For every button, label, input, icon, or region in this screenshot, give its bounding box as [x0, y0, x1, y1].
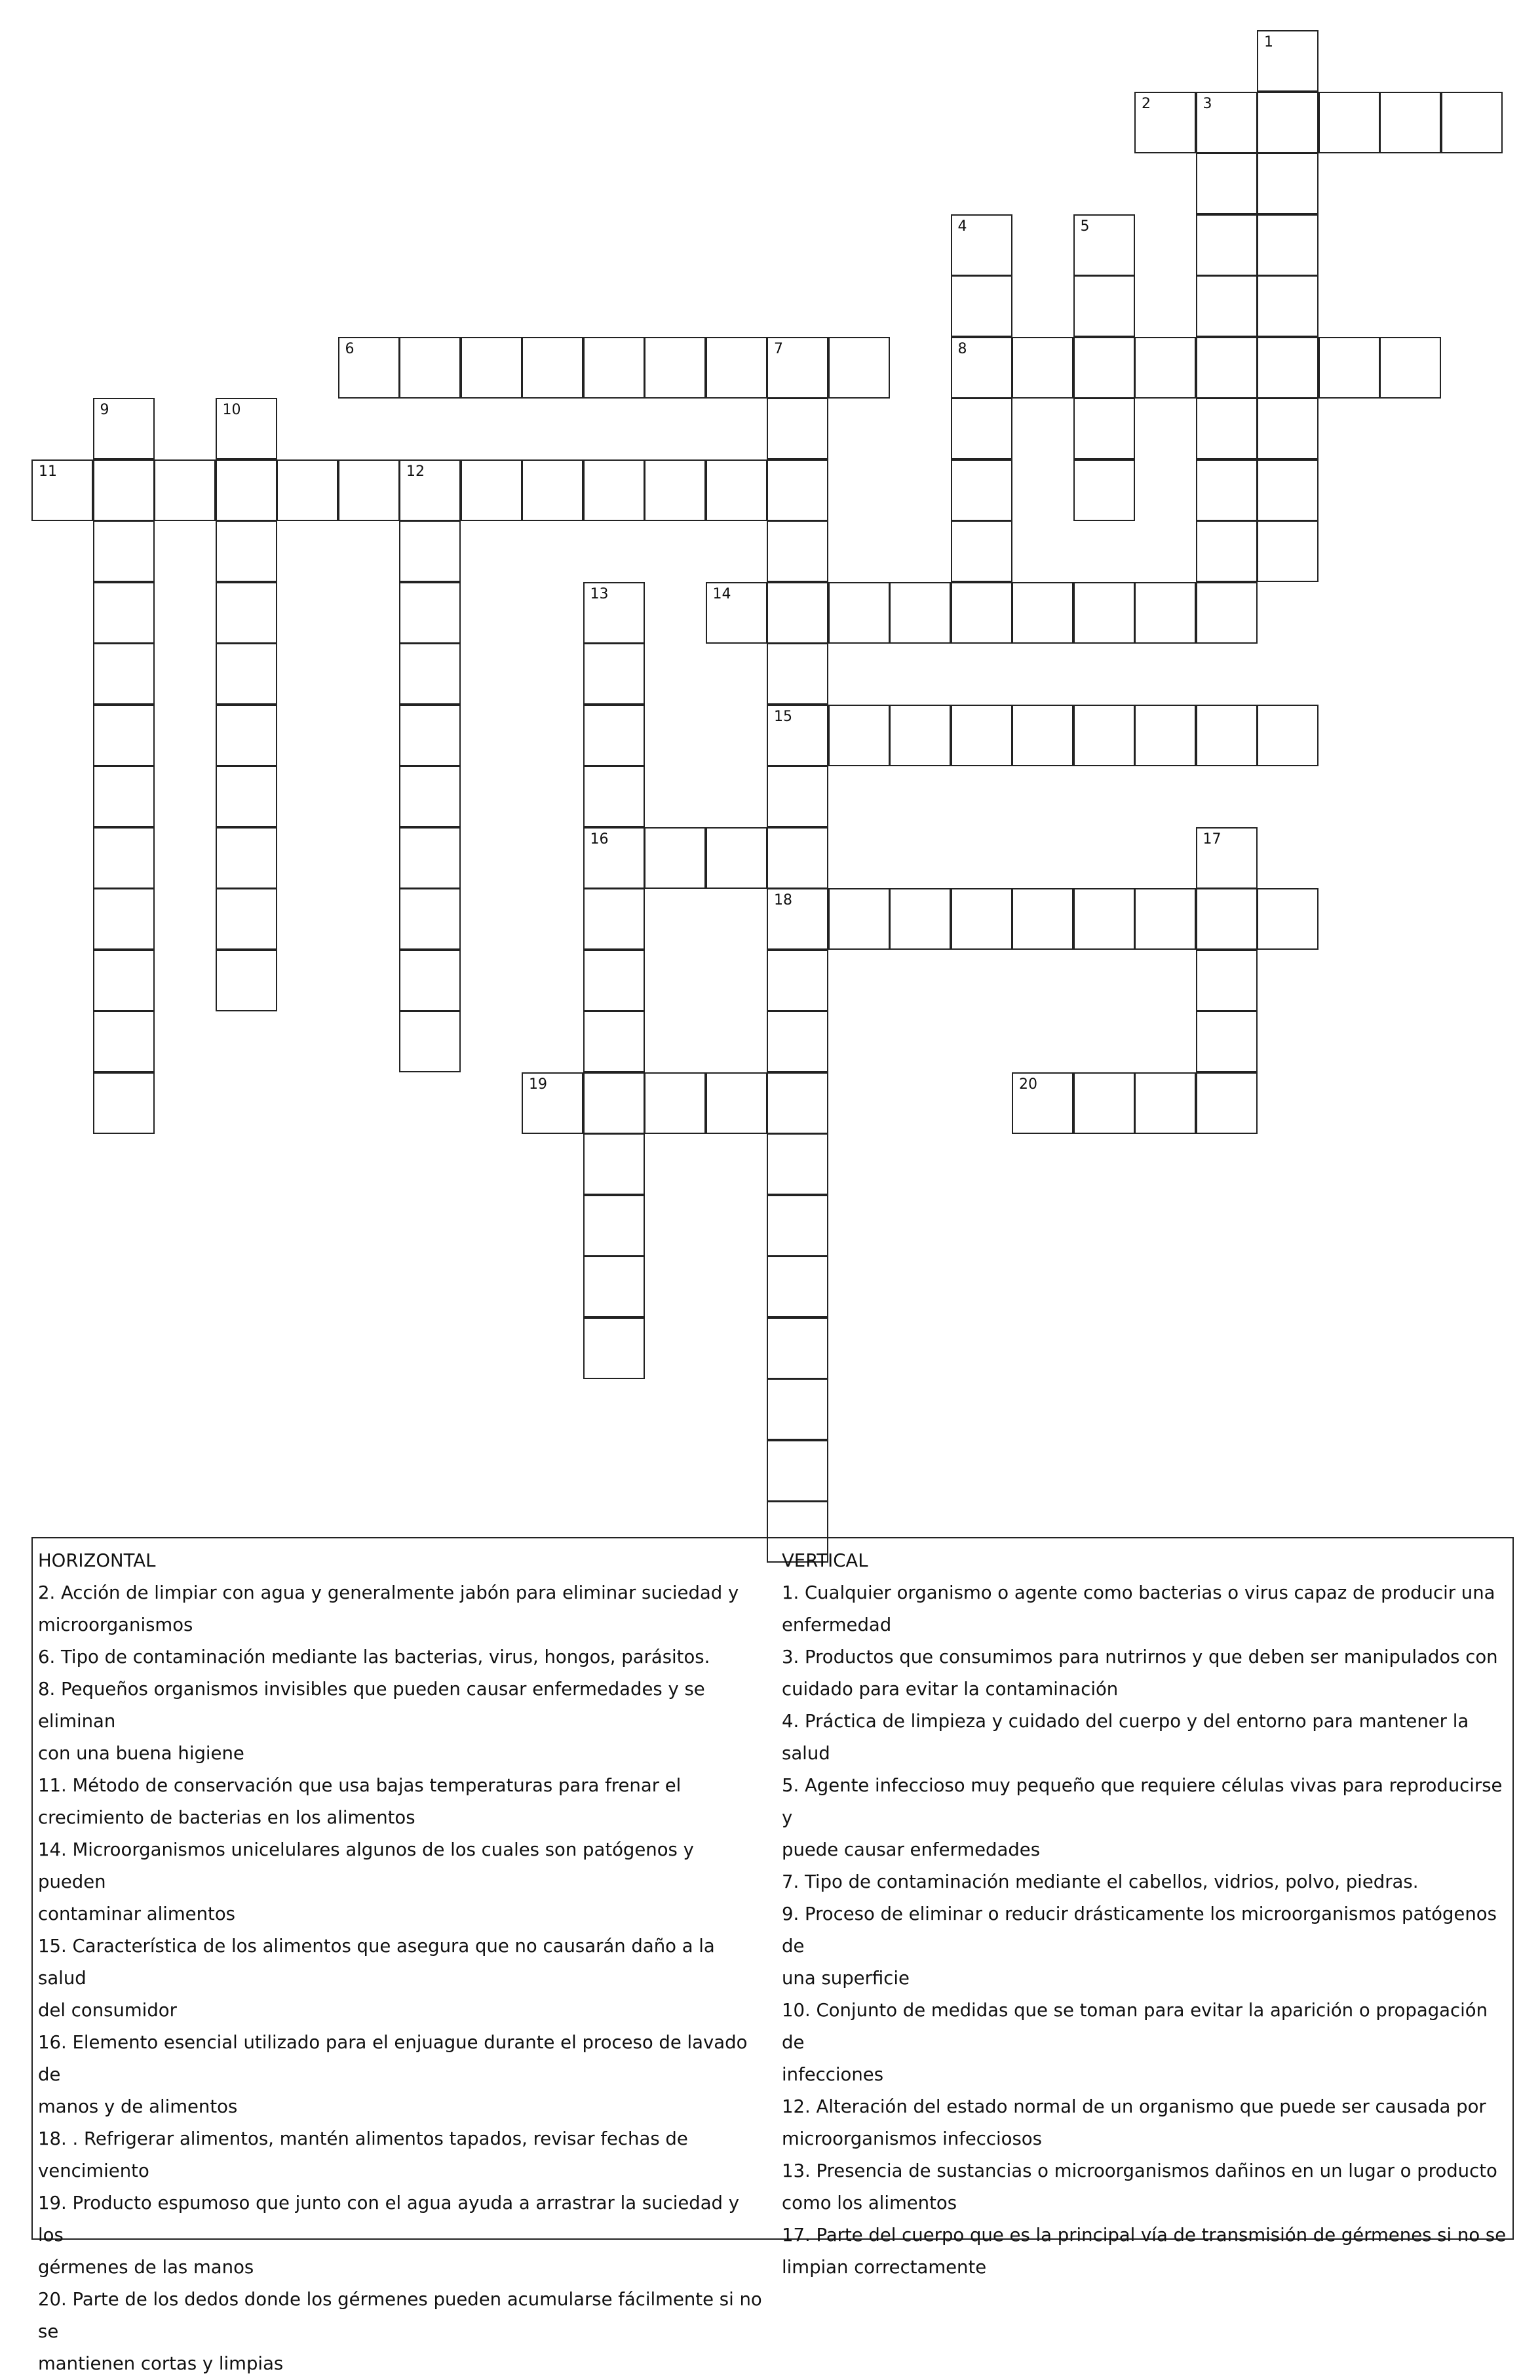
- grid-cell[interactable]: [1073, 275, 1135, 337]
- grid-cell[interactable]: [1379, 337, 1441, 399]
- grid-cell[interactable]: [399, 459, 461, 521]
- clue-number: 2: [1142, 95, 1151, 112]
- grid-cell[interactable]: [706, 1072, 767, 1134]
- grid-cell[interactable]: [767, 827, 828, 889]
- clue-line: 15. Característica de los alimentos que asegura que no causarán daño a la salud: [38, 1936, 715, 1989]
- clue-number: 8: [957, 340, 967, 357]
- clue-number: 20: [1019, 1076, 1037, 1093]
- clue-line: 17. Parte del cuerpo que es la principal vía de transmisión de gérmenes si no se: [782, 2225, 1507, 2246]
- clue-line: 7. Tipo de contaminación mediante el cabellos, vidrios, polvo, piedras.: [782, 1871, 1419, 1892]
- grid-cell[interactable]: [1257, 153, 1319, 214]
- grid-cell[interactable]: [767, 1378, 828, 1440]
- grid-cell[interactable]: [216, 643, 277, 705]
- grid-cell[interactable]: [1073, 888, 1135, 950]
- grid-cell[interactable]: [1134, 1072, 1196, 1134]
- clue-line: 14. Microorganismos unicelulares algunos de los cuales son patógenos y pueden: [38, 1839, 694, 1892]
- grid-cell[interactable]: [644, 337, 706, 399]
- clue-line: una superficie: [782, 1968, 910, 1989]
- clue-line: enfermedad: [782, 1614, 892, 1635]
- grid-cell[interactable]: [1012, 705, 1073, 766]
- grid-cell[interactable]: [216, 888, 277, 950]
- grid-cell[interactable]: [767, 1072, 828, 1134]
- grid-cell[interactable]: [1073, 705, 1135, 766]
- grid-cell[interactable]: [399, 1011, 461, 1072]
- grid-cell[interactable]: [1196, 398, 1258, 459]
- grid-cell[interactable]: [1073, 214, 1135, 276]
- grid-cell[interactable]: [583, 950, 645, 1011]
- horizontal-title: HORIZONTAL: [38, 1550, 156, 1571]
- clue-line: gérmenes de las manos: [38, 2257, 254, 2278]
- grid-cell[interactable]: [767, 888, 828, 950]
- grid-cell[interactable]: [583, 1133, 645, 1195]
- grid-cell[interactable]: [767, 643, 828, 705]
- grid-cell[interactable]: [1134, 705, 1196, 766]
- grid-cell[interactable]: [1196, 705, 1258, 766]
- vertical-clue-list: [782, 1577, 1511, 2284]
- grid-cell[interactable]: [1073, 1072, 1135, 1134]
- grid-cell[interactable]: [1257, 888, 1319, 950]
- horizontal-clue-list: [38, 1577, 765, 2380]
- grid-cell[interactable]: [1257, 337, 1319, 399]
- clue-line: manos y de alimentos: [38, 2096, 238, 2117]
- grid-cell[interactable]: [583, 1256, 645, 1317]
- clue-number: 18: [774, 892, 792, 908]
- grid-cell[interactable]: [583, 582, 645, 644]
- grid-cell[interactable]: [399, 705, 461, 766]
- grid-cell[interactable]: [1073, 337, 1135, 399]
- grid-cell[interactable]: [583, 643, 645, 705]
- grid-cell[interactable]: [767, 520, 828, 582]
- clue-line: del consumidor: [38, 2000, 177, 2021]
- grid-cell[interactable]: [1379, 92, 1441, 153]
- grid-cell[interactable]: [1196, 520, 1258, 582]
- grid-cell[interactable]: [93, 827, 155, 889]
- clue-line: 5. Agente infeccioso muy pequeño que requiere células vivas para reproducirse y: [782, 1775, 1503, 1828]
- clue-line: 2. Acción de limpiar con agua y generalmente jabón para eliminar suciedad y: [38, 1582, 739, 1603]
- grid-cell[interactable]: [216, 582, 277, 644]
- grid-cell[interactable]: [706, 582, 767, 644]
- grid-cell[interactable]: [767, 1317, 828, 1379]
- grid-cell[interactable]: [1134, 888, 1196, 950]
- grid-cell[interactable]: [522, 1072, 583, 1134]
- clue-line: contaminar alimentos: [38, 1903, 235, 1924]
- grid-cell[interactable]: [399, 888, 461, 950]
- grid-cell[interactable]: [277, 459, 338, 521]
- grid-cell[interactable]: [216, 520, 277, 582]
- clue-number: 12: [406, 463, 425, 480]
- clue-line: 9. Proceso de eliminar o reducir drásticamente los microorganismos patógenos de: [782, 1903, 1497, 1957]
- grid-cell[interactable]: [93, 398, 155, 459]
- grid-cell[interactable]: [216, 459, 277, 521]
- grid-cell[interactable]: [767, 1256, 828, 1317]
- clue-line: 12. Alteración del estado normal de un organismo que puede ser causada por: [782, 2096, 1486, 2117]
- grid-cell[interactable]: [461, 337, 522, 399]
- grid-cell[interactable]: [951, 275, 1012, 337]
- grid-cell[interactable]: [399, 766, 461, 827]
- grid-cell[interactable]: [1073, 459, 1135, 521]
- grid-cell[interactable]: [1196, 1011, 1258, 1072]
- grid-cell[interactable]: [461, 459, 522, 521]
- grid-cell[interactable]: [889, 888, 951, 950]
- grid-cell[interactable]: [216, 705, 277, 766]
- grid-cell[interactable]: [216, 827, 277, 889]
- grid-cell[interactable]: [644, 827, 706, 889]
- grid-cell[interactable]: [338, 337, 400, 399]
- clue-number: 7: [774, 340, 783, 357]
- clue-line: 13. Presencia de sustancias o microorganismos dañinos en un lugar o producto: [782, 2160, 1497, 2181]
- grid-cell[interactable]: [1012, 337, 1073, 399]
- horizontal-clues-column: [38, 1545, 765, 2380]
- grid-cell[interactable]: [1012, 888, 1073, 950]
- grid-cell[interactable]: [1073, 582, 1135, 644]
- grid-cell[interactable]: [951, 705, 1012, 766]
- grid-cell[interactable]: [216, 766, 277, 827]
- grid-cell[interactable]: [951, 888, 1012, 950]
- grid-cell[interactable]: [1196, 827, 1258, 889]
- grid-cell[interactable]: [583, 337, 645, 399]
- grid-cell[interactable]: [889, 705, 951, 766]
- grid-cell[interactable]: [1196, 582, 1258, 644]
- grid-cell[interactable]: [1196, 92, 1258, 153]
- grid-cell[interactable]: [889, 582, 951, 644]
- vertical-clues-column: [782, 1545, 1511, 2284]
- grid-cell[interactable]: [583, 1195, 645, 1257]
- clue-number: 1: [1264, 34, 1273, 50]
- grid-cell[interactable]: [93, 459, 155, 521]
- grid-cell[interactable]: [583, 1011, 645, 1072]
- grid-cell[interactable]: [93, 643, 155, 705]
- clue-number: 4: [957, 218, 967, 235]
- grid-cell[interactable]: [1319, 337, 1380, 399]
- grid-cell[interactable]: [93, 766, 155, 827]
- grid-cell[interactable]: [1134, 92, 1196, 153]
- grid-cell[interactable]: [583, 459, 645, 521]
- grid-cell[interactable]: [1257, 705, 1319, 766]
- grid-cell[interactable]: [767, 1011, 828, 1072]
- clue-number: 13: [590, 585, 609, 602]
- grid-cell[interactable]: [828, 337, 890, 399]
- grid-cell[interactable]: [399, 950, 461, 1011]
- clue-line: 11. Método de conservación que usa bajas temperaturas para frenar el: [38, 1775, 682, 1796]
- clue-number: 3: [1203, 95, 1212, 112]
- clue-number: 14: [712, 585, 731, 602]
- grid-cell[interactable]: [951, 459, 1012, 521]
- grid-cell[interactable]: [1012, 582, 1073, 644]
- clue-line: 18. . Refrigerar alimentos, mantén alimentos tapados, revisar fechas de: [38, 2128, 688, 2149]
- clue-line: cuidado para evitar la contaminación: [782, 1679, 1119, 1700]
- clue-line: puede causar enfermedades: [782, 1839, 1041, 1860]
- clue-line: como los alimentos: [782, 2193, 957, 2214]
- grid-cell[interactable]: [93, 520, 155, 582]
- grid-cell[interactable]: [522, 337, 583, 399]
- grid-cell[interactable]: [154, 459, 216, 521]
- grid-cell[interactable]: [93, 950, 155, 1011]
- grid-cell[interactable]: [583, 705, 645, 766]
- grid-cell[interactable]: [767, 766, 828, 827]
- grid-cell[interactable]: [1134, 582, 1196, 644]
- grid-cell[interactable]: [1257, 520, 1319, 582]
- grid-cell[interactable]: [767, 398, 828, 459]
- clue-number: 5: [1080, 218, 1090, 235]
- clue-line: mantienen cortas y limpias: [38, 2353, 284, 2374]
- grid-cell[interactable]: [706, 337, 767, 399]
- grid-cell[interactable]: [644, 459, 706, 521]
- grid-cell[interactable]: [1257, 275, 1319, 337]
- clue-number: 11: [39, 463, 57, 480]
- grid-cell[interactable]: [93, 582, 155, 644]
- grid-cell[interactable]: [1196, 888, 1258, 950]
- grid-cell[interactable]: [1319, 92, 1380, 153]
- grid-cell[interactable]: [767, 1195, 828, 1257]
- grid-cell[interactable]: [767, 1440, 828, 1502]
- grid-cell[interactable]: [399, 643, 461, 705]
- clue-line: 6. Tipo de contaminación mediante las bacterias, virus, hongos, parásitos.: [38, 1647, 710, 1668]
- grid-cell[interactable]: [399, 337, 461, 399]
- grid-cell[interactable]: [1196, 214, 1258, 276]
- clue-line: 1. Cualquier organismo o agente como bacterias o virus capaz de producir una: [782, 1582, 1495, 1603]
- grid-cell[interactable]: [767, 705, 828, 766]
- clue-line: 3. Productos que consumimos para nutrirnos y que deben ser manipulados con: [782, 1647, 1498, 1668]
- grid-cell[interactable]: [583, 1072, 645, 1134]
- clue-line: 4. Práctica de limpieza y cuidado del cuerpo y del entorno para mantener la salud: [782, 1711, 1469, 1764]
- grid-cell[interactable]: [1196, 337, 1258, 399]
- grid-cell[interactable]: [399, 520, 461, 582]
- vertical-title: VERTICAL: [782, 1550, 868, 1571]
- grid-cell[interactable]: [644, 1072, 706, 1134]
- grid-cell[interactable]: [583, 1317, 645, 1379]
- grid-cell[interactable]: [828, 582, 890, 644]
- grid-cell[interactable]: [1196, 153, 1258, 214]
- clue-number: 16: [590, 830, 609, 848]
- grid-cell[interactable]: [216, 398, 277, 459]
- clue-number: 6: [345, 340, 355, 357]
- grid-cell[interactable]: [1196, 1072, 1258, 1134]
- clue-line: 16. Elemento esencial utilizado para el enjuague durante el proceso de lavado de: [38, 2032, 748, 2085]
- grid-cell[interactable]: [1073, 398, 1135, 459]
- grid-cell[interactable]: [1257, 30, 1319, 92]
- grid-cell[interactable]: [1257, 398, 1319, 459]
- clues-box: [31, 1537, 1514, 2374]
- grid-cell[interactable]: [828, 705, 890, 766]
- clue-line: 19. Producto espumoso que junto con el agua ayuda a arrastrar la suciedad y los: [38, 2193, 740, 2246]
- grid-cell[interactable]: [767, 582, 828, 644]
- clue-line: 20. Parte de los dedos donde los gérmenes pueden acumularse fácilmente si no se: [38, 2289, 762, 2342]
- grid-cell[interactable]: [951, 520, 1012, 582]
- clue-line: 8. Pequeños organismos invisibles que pueden causar enfermedades y se eliminan: [38, 1679, 705, 1732]
- grid-cell[interactable]: [1257, 214, 1319, 276]
- grid-cell[interactable]: [951, 214, 1012, 276]
- clue-number: 10: [222, 402, 241, 418]
- grid-cell[interactable]: [951, 337, 1012, 399]
- grid-cell[interactable]: [767, 1133, 828, 1195]
- grid-cell[interactable]: [93, 1011, 155, 1072]
- grid-cell[interactable]: [706, 459, 767, 521]
- grid-cell[interactable]: [1134, 337, 1196, 399]
- grid-cell[interactable]: [93, 888, 155, 950]
- grid-cell[interactable]: [1196, 459, 1258, 521]
- clue-line: con una buena higiene: [38, 1743, 244, 1764]
- clue-line: vencimiento: [38, 2160, 149, 2181]
- clue-line: microorganismos: [38, 1614, 193, 1635]
- clue-line: 10. Conjunto de medidas que se toman para evitar la aparición o propagación de: [782, 2000, 1488, 2053]
- grid-cell[interactable]: [1196, 275, 1258, 337]
- grid-cell[interactable]: [583, 888, 645, 950]
- grid-cell[interactable]: [1441, 92, 1503, 153]
- grid-cell[interactable]: [93, 705, 155, 766]
- grid-cell[interactable]: [767, 337, 828, 399]
- clue-number: 9: [100, 402, 109, 418]
- grid-cell[interactable]: [1012, 1072, 1073, 1134]
- grid-cell[interactable]: [706, 827, 767, 889]
- clue-line: crecimiento de bacterias en los alimentos: [38, 1807, 415, 1828]
- grid-cell[interactable]: [767, 459, 828, 521]
- grid-cell[interactable]: [522, 459, 583, 521]
- clue-line: microorganismos infecciosos: [782, 2128, 1042, 2149]
- grid-cell[interactable]: [399, 827, 461, 889]
- clue-line: limpian correctamente: [782, 2257, 987, 2278]
- clue-number: 15: [774, 708, 792, 725]
- clue-number: 17: [1203, 830, 1222, 848]
- grid-cell[interactable]: [1257, 459, 1319, 521]
- grid-cell[interactable]: [1196, 950, 1258, 1011]
- grid-cell[interactable]: [399, 582, 461, 644]
- grid-cell[interactable]: [93, 1072, 155, 1134]
- grid-cell[interactable]: [951, 582, 1012, 644]
- clue-line: infecciones: [782, 2064, 884, 2085]
- grid-cell[interactable]: [1257, 92, 1319, 153]
- grid-cell[interactable]: [767, 950, 828, 1011]
- grid-cell[interactable]: [31, 459, 93, 521]
- grid-cell[interactable]: [216, 950, 277, 1011]
- grid-cell[interactable]: [583, 766, 645, 827]
- grid-cell[interactable]: [951, 398, 1012, 459]
- clue-number: 19: [529, 1076, 547, 1093]
- grid-cell[interactable]: [828, 888, 890, 950]
- grid-cell[interactable]: [338, 459, 400, 521]
- grid-cell[interactable]: [583, 827, 645, 889]
